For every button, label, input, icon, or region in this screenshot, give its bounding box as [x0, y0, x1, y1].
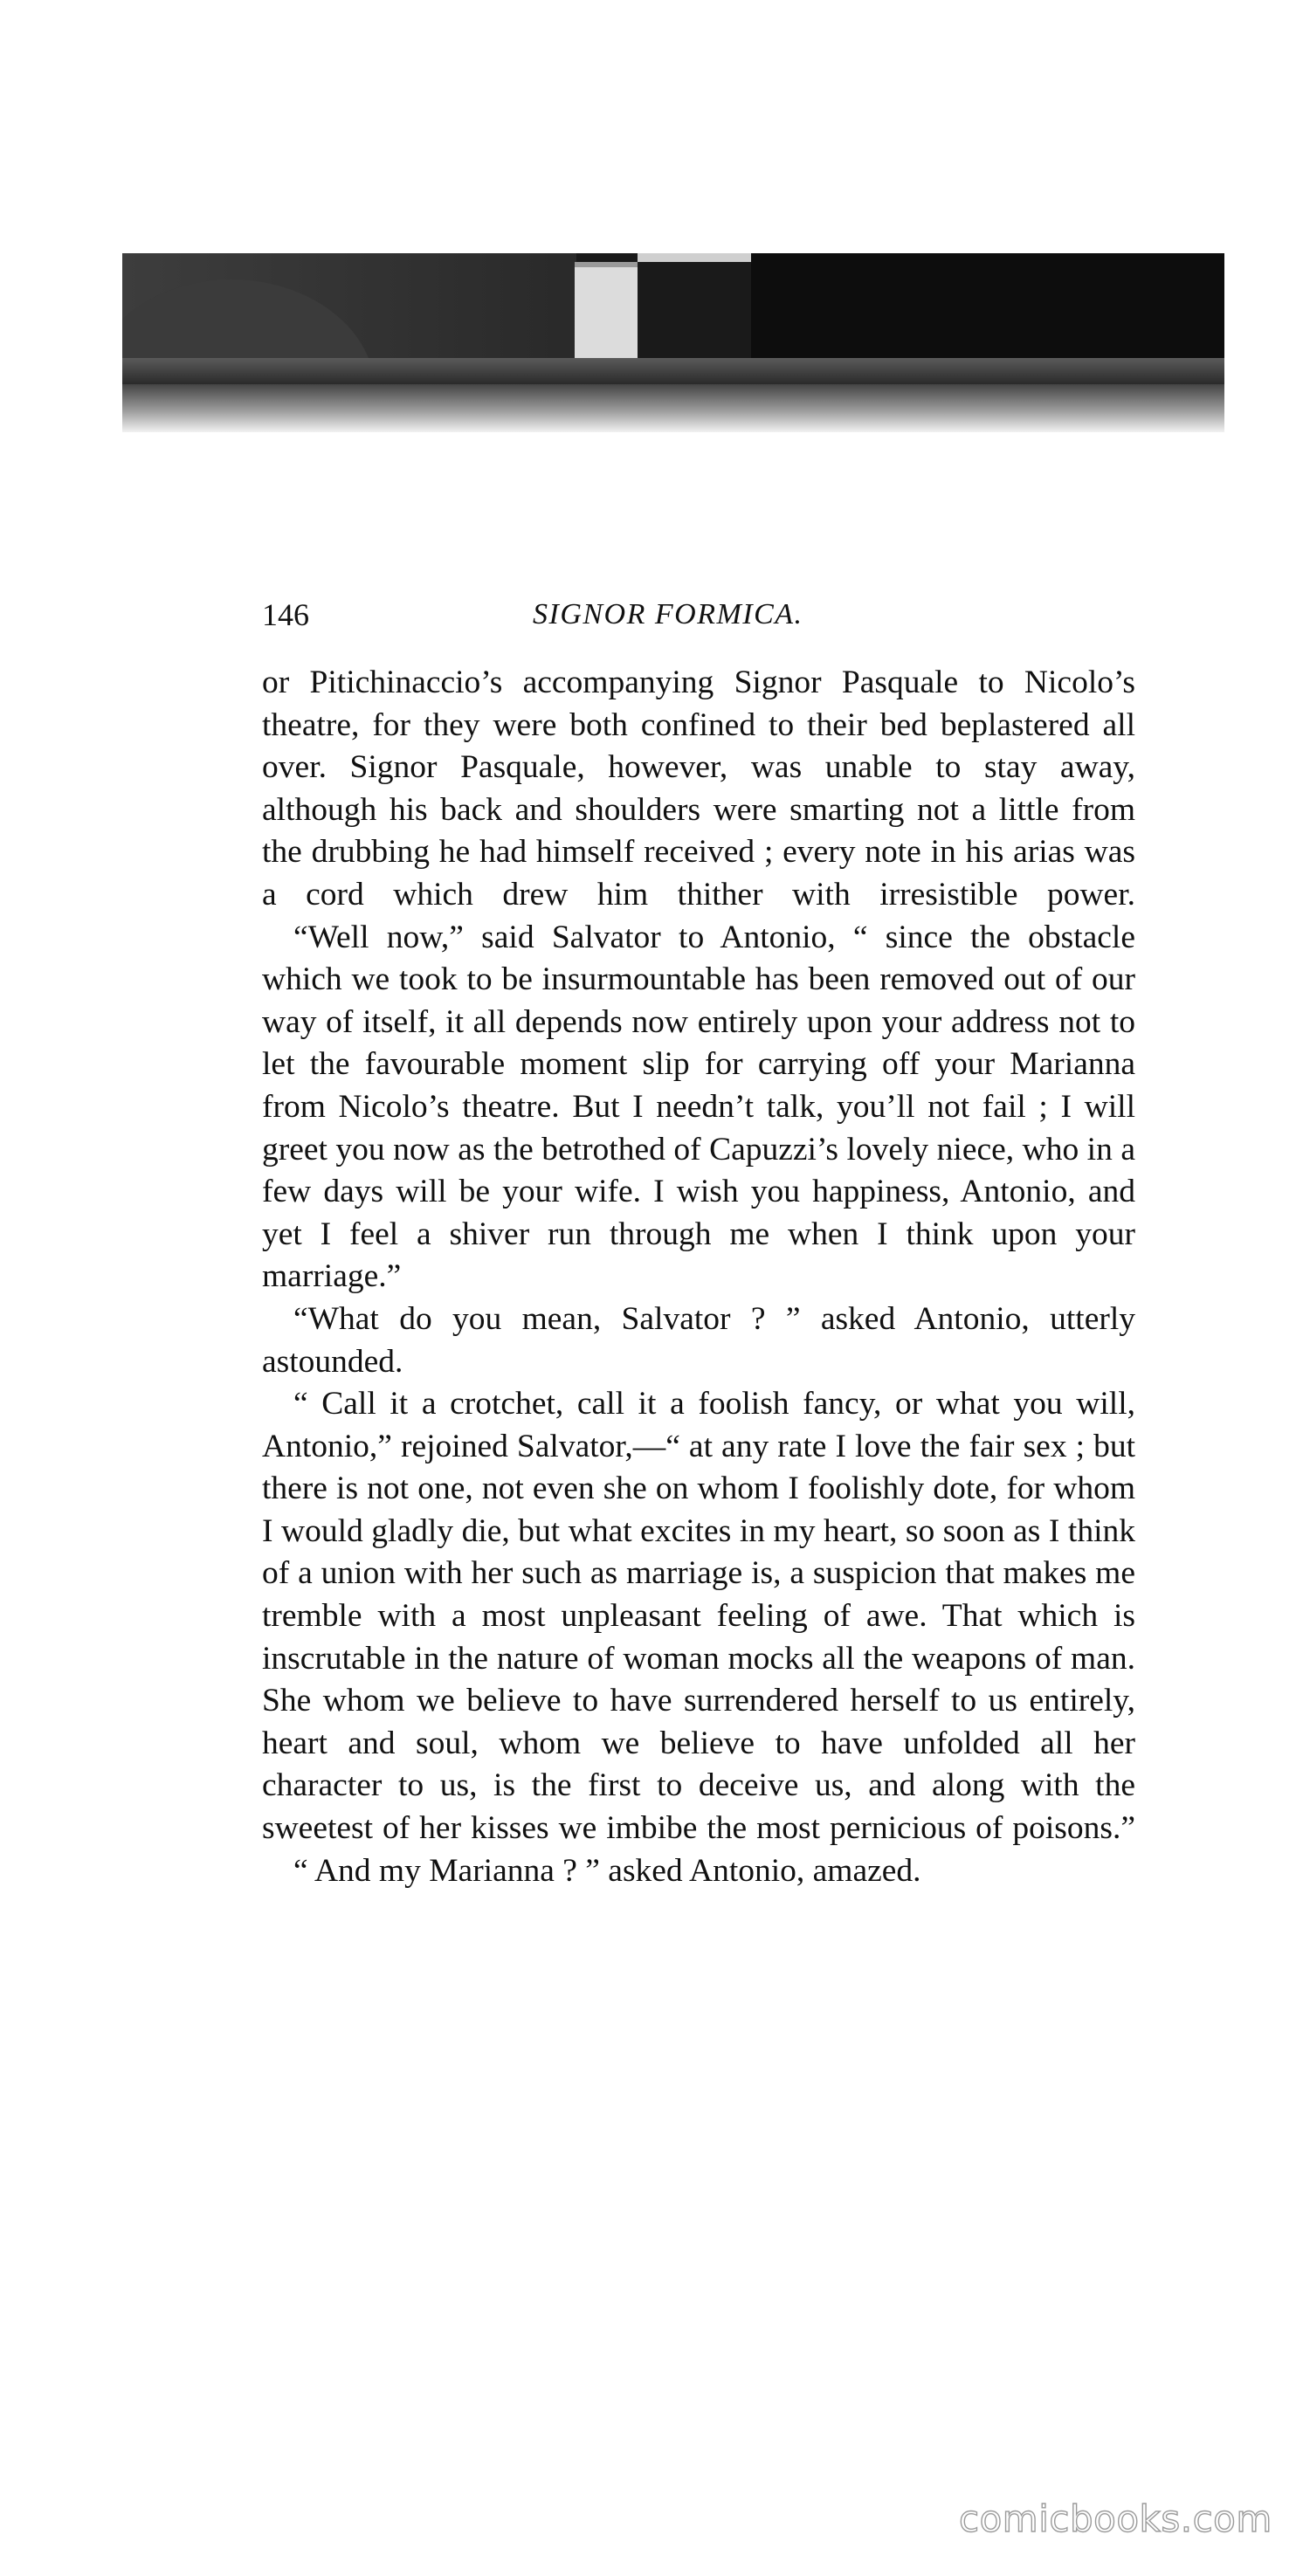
watermark: comicbooks.com — [959, 2497, 1272, 2540]
paragraph-2: “Well now,” said Salvator to Antonio, “ since the obstacle which we took to be insurmountable has been removed out of our way of itself, it all depends now entirely upon your address not to let the favourable moment slip for carrying off your Marianna from Nicolo’s theatre. But I needn’t talk, you’ll not fail ; I will greet you now as the betrothed of Capuzzi’s lovely niece, who in a few days will be your wife. I wish you happiness, Antonio, and yet I feel a shiver run through me when I think upon your marriage.” — [262, 919, 1135, 1295]
paragraph-1: or Pitichinaccio’s accompanying Signor Pasquale to Nicolo’s theatre, for they were both confined to their bed beplastered all over. Signor Pasquale, however, was unable to stay away, although his back and shoulders were smarting not a little from the drubbing he had himself received ; every note in his arias was a cord which drew him thither with irresistible power. — [262, 665, 1135, 913]
body-text — [262, 662, 1135, 1892]
paragraph-3: “What do you mean, Salvator ? ” asked Antonio, utterly astounded. — [262, 1300, 1135, 1380]
paragraph-5: “ And my Marianna ? ” asked Antonio, amazed. — [293, 1852, 921, 1889]
header-ledge — [122, 358, 1224, 384]
scanned-header-image — [122, 253, 1224, 432]
header-light-square — [575, 262, 638, 365]
header-floor-gradient — [122, 384, 1224, 432]
paragraph-4: “ Call it a crotchet, call it a foolish fancy, or what you will, Antonio,” rejoined Salvator,—“ at any rate I love the fair sex ; but there is not one, not even she on whom I foolishly dote, for whom I would gladly die, but what excites in my heart, so soon as I think of a union with her such as marriage is, a suspicion that makes me tremble with a most unpleasant feeling of awe. That which is inscrutable in the nature of woman mocks all the weapons of man. She whom we believe to have surrendered herself to us entirely, heart and soul, whom we believe to have unfolded all her character to us, is the first to deceive us, and along with the sweetest of her kisses we imbibe the most pernicious of poisons.” — [262, 1386, 1135, 1847]
page-number: 146 — [262, 597, 309, 632]
running-title: SIGNOR FORMICA. — [533, 598, 803, 630]
header-light-strip — [638, 253, 751, 262]
